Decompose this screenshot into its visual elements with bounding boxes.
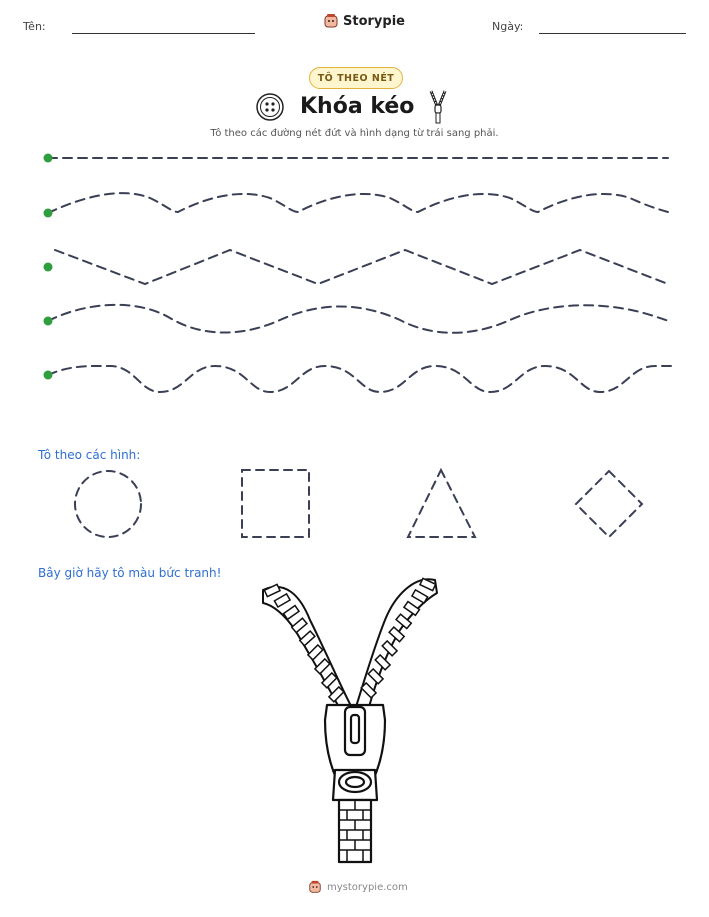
brand <box>323 13 405 29</box>
start-dot <box>44 209 53 218</box>
date-label: Ngày: <box>492 20 524 33</box>
shape-circle <box>75 471 141 537</box>
coloring-heading: Bây giờ hãy tô màu bức tranh! <box>38 566 222 580</box>
footer <box>308 880 408 894</box>
start-dot <box>44 371 53 380</box>
name-label: Tên: <box>23 20 46 33</box>
instructions: Tô theo các đường nét đứt và hình dạng từ trái sang phải. <box>210 128 499 139</box>
date-line[interactable] <box>539 33 686 34</box>
shape-diamond <box>576 471 642 537</box>
zipper-icon <box>428 90 448 124</box>
tracing-line-gentle-wave <box>48 193 668 213</box>
shapes-area <box>0 460 709 550</box>
name-line[interactable] <box>72 33 255 34</box>
page-title: Khóa kéo <box>300 94 415 119</box>
tracing-lines <box>0 140 709 400</box>
footer-site[interactable]: mystorypie.com <box>327 881 408 893</box>
start-dot <box>44 317 53 326</box>
button-icon <box>255 92 285 122</box>
tracing-line-wave <box>48 305 672 333</box>
start-dot <box>44 154 53 163</box>
tracing-line-rounded-wave <box>48 366 672 392</box>
storypie-logo-icon <box>308 880 322 894</box>
shape-triangle <box>408 470 475 537</box>
brand-name: Storypie <box>343 13 405 29</box>
shape-square <box>242 470 309 537</box>
worksheet-type-badge: TÔ THEO NÉT <box>309 67 403 89</box>
shapes-heading: Tô theo các hình: <box>38 448 141 462</box>
storypie-logo-icon <box>323 13 339 29</box>
start-dot <box>44 263 53 272</box>
zipper-picture <box>255 575 455 865</box>
tracing-line-zigzag <box>55 250 668 284</box>
